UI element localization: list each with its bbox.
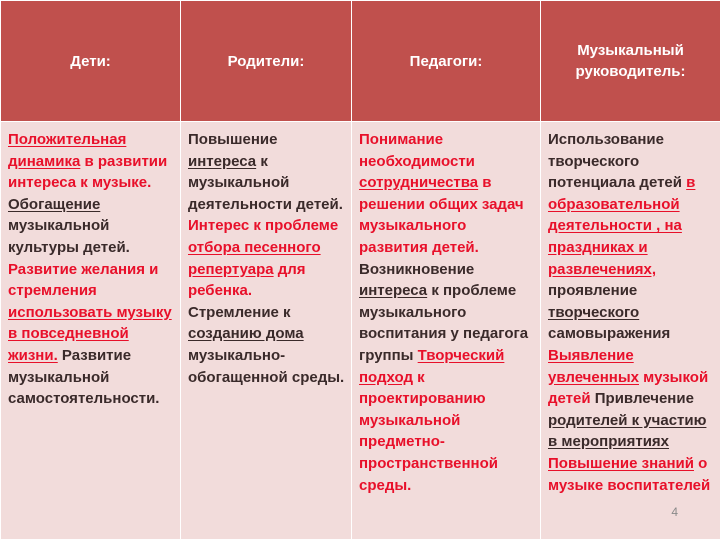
text-segment: к проектированию музыкальной предметно-пространственной среды. — [359, 368, 498, 494]
text-segment: самовыражения — [548, 325, 671, 343]
cell-parents — [181, 122, 352, 540]
text-segment: к музыкальной деятельности детей. — [188, 152, 343, 213]
header-music-director: Музыкальный руководитель: — [541, 1, 720, 122]
text-segment: использовать музыку в повседневной жизни. — [8, 303, 172, 364]
text-segment: к проблеме музыкального воспитания у педагога группы — [359, 282, 529, 364]
text-segment: Использование творческого потенциала детей — [548, 131, 687, 192]
text-segment: музыкально-обогащенной среды. — [188, 346, 345, 386]
header-children: Дети: — [1, 1, 181, 122]
text-segment: проявление — [548, 282, 638, 300]
text-segment: Обогащение — [8, 195, 101, 213]
text-segment: для ребенка. — [188, 260, 306, 300]
text-segment: созданию дома — [188, 325, 304, 343]
text-segment: родителей к участию в мероприятиях — [548, 411, 707, 451]
header-row — [1, 1, 720, 122]
text-segment: интереса — [188, 152, 257, 170]
text-segment: Интерес к проблеме — [188, 217, 339, 235]
header-parents: Родители: — [181, 1, 352, 122]
text-segment: в образовательной деятельности , на праздниках и развлечениях, — [548, 174, 696, 278]
text-segment: Понимание необходимости — [359, 131, 475, 170]
text-segment: Повышение — [188, 131, 278, 148]
cell-teachers — [352, 122, 541, 540]
page-number: 4 — [671, 505, 678, 519]
text-segment: Развитие музыкальной самостоятельности. — [8, 346, 160, 408]
text-segment: в решении общих задач музыкального развития детей. — [359, 174, 524, 256]
text-segment: музыкальной культуры детей. — [8, 217, 130, 256]
cell-children — [1, 122, 181, 540]
text-segment: Выявление увлеченных — [548, 346, 639, 386]
header-teachers: Педагоги: — [352, 1, 541, 122]
text-segment: Привлечение — [594, 390, 694, 408]
text-segment: творческого — [548, 303, 640, 321]
text-segment: Творческий подход — [359, 346, 505, 386]
text-segment: в развитии интереса к музыке. — [8, 152, 168, 192]
text-segment: Положительная динамика — [8, 131, 127, 170]
text-segment: Повышение знаний — [548, 454, 694, 472]
text-segment: Развитие желания и стремления — [8, 260, 159, 300]
text-segment: интереса — [359, 282, 428, 300]
text-segment: о музыке воспитателей — [548, 454, 711, 494]
text-segment: Стремление к — [188, 303, 291, 321]
content-row — [1, 122, 720, 540]
text-segment: Возникновение — [359, 260, 475, 278]
cell-music-director — [541, 122, 720, 540]
text-segment: сотрудничества — [359, 174, 479, 192]
text-segment: отбора песенного репертуара — [188, 238, 321, 278]
text-segment: музыкой детей — [548, 368, 709, 408]
